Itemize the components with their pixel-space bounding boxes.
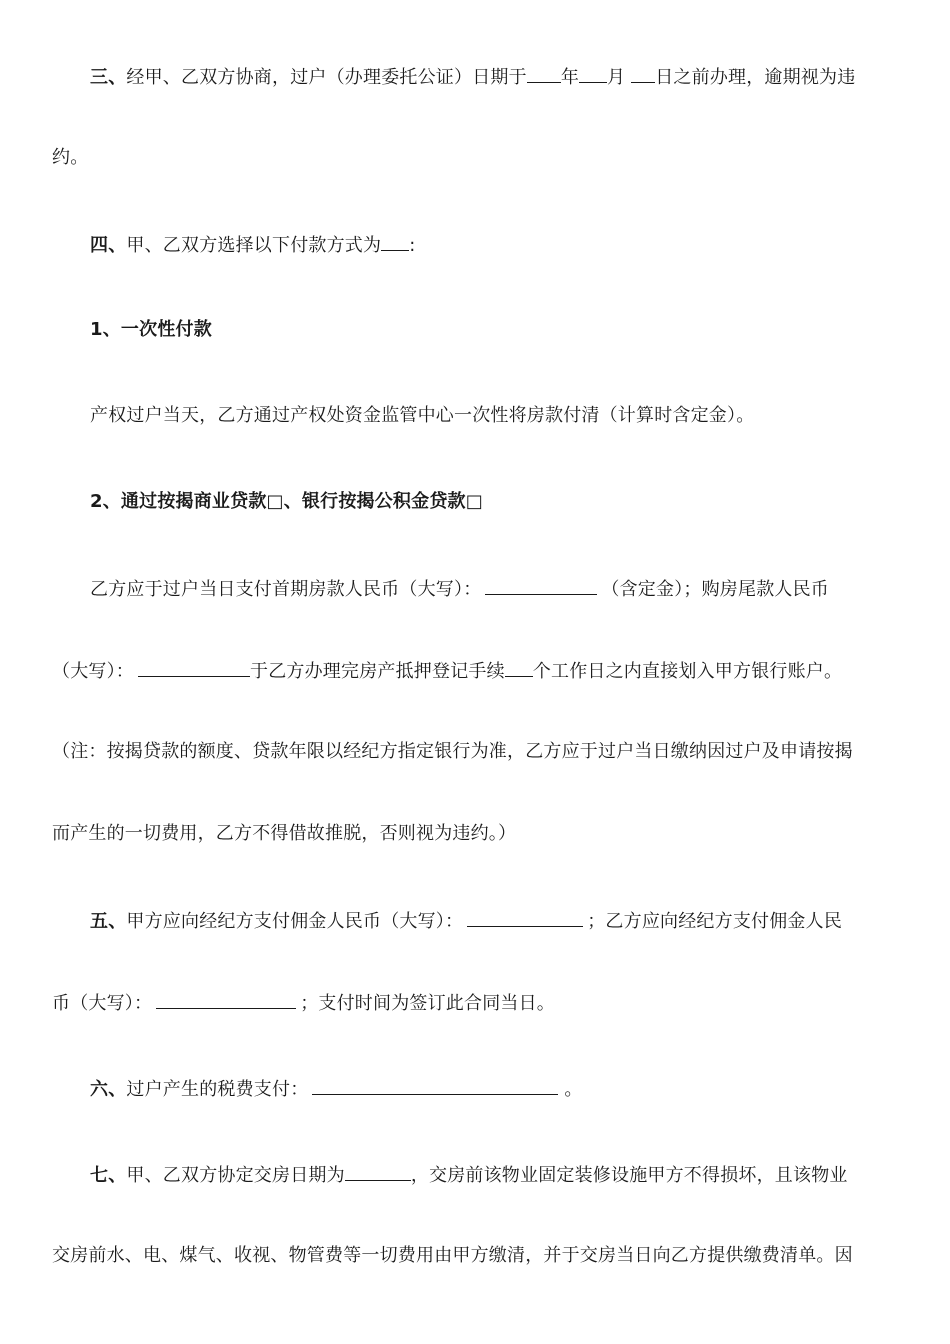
- clause-4-number: 四、: [90, 235, 127, 256]
- clause-7-line-1: 七、甲、乙双方协定交房日期为 ，交房前该物业固定装修设施甲方不得损坏，且该物业: [90, 1162, 848, 1188]
- clause-3-number: 三、: [90, 67, 127, 88]
- handover-date-blank: [345, 1162, 411, 1181]
- clause-5-number: 五、: [90, 911, 127, 932]
- payment-option-1-heading: 1、一次性付款: [90, 319, 212, 340]
- final-payment-blank: [138, 658, 250, 677]
- month-blank: [579, 64, 607, 83]
- payment-option-2-line-1: 乙方应于过户当日支付首期房款人民币（大写）： （含定金）；购房尾款人民币: [90, 576, 829, 602]
- tax-payment-blank: [312, 1076, 558, 1095]
- payment-method-blank: [381, 232, 409, 251]
- clause-5-line-1: 五、甲方应向经纪方支付佣金人民币（大写）： ；乙方应向经纪方支付佣金人民: [90, 908, 842, 934]
- clause-6-line: 六、过户产生的税费支付： 。: [90, 1076, 583, 1102]
- clause-7-line-2: 交房前水、电、煤气、收视、物管费等一切费用由甲方缴清，并于交房当日向乙方提供缴费清单。因: [52, 1245, 853, 1266]
- clause-5-line-2: 币（大写）： ；支付时间为签订此合同当日。: [52, 990, 555, 1016]
- day-blank: [631, 64, 655, 83]
- clause-3-line-1: 三、经甲、乙双方协商，过户（办理委托公证）日期于 年 月 日之前办理，逾期视为违: [90, 64, 855, 90]
- clause-7-number: 七、: [90, 1165, 127, 1186]
- clause-6-number: 六、: [90, 1079, 127, 1100]
- payment-option-2-line-2: （大写）： 于乙方办理完房产抵押登记手续 个工作日之内直接划入甲方银行账户。: [52, 658, 842, 684]
- seller-commission-blank: [467, 908, 583, 927]
- clause-4-line: 四、甲、乙双方选择以下付款方式为 :: [90, 232, 415, 258]
- down-payment-blank: [485, 576, 597, 595]
- buyer-commission-blank: [156, 990, 296, 1009]
- clause-3-line-2: 约。: [52, 147, 89, 168]
- year-blank: [527, 64, 561, 83]
- payment-option-1-text: 产权过户当天，乙方通过产权处资金监管中心一次性将房款付清（计算时含定金）。: [90, 405, 755, 426]
- payment-option-2-heading: 2、通过按揭商业贷款□、银行按揭公积金贷款□: [90, 491, 483, 512]
- loan-note-line-2: 而产生的一切费用，乙方不得借故推脱，否则视为违约。）: [52, 823, 517, 844]
- loan-note-line-1: （注：按揭贷款的额度、贷款年限以经纪方指定银行为准，乙方应于过户当日缴纳因过户及申请按揭: [52, 741, 853, 762]
- working-days-blank: [505, 658, 533, 677]
